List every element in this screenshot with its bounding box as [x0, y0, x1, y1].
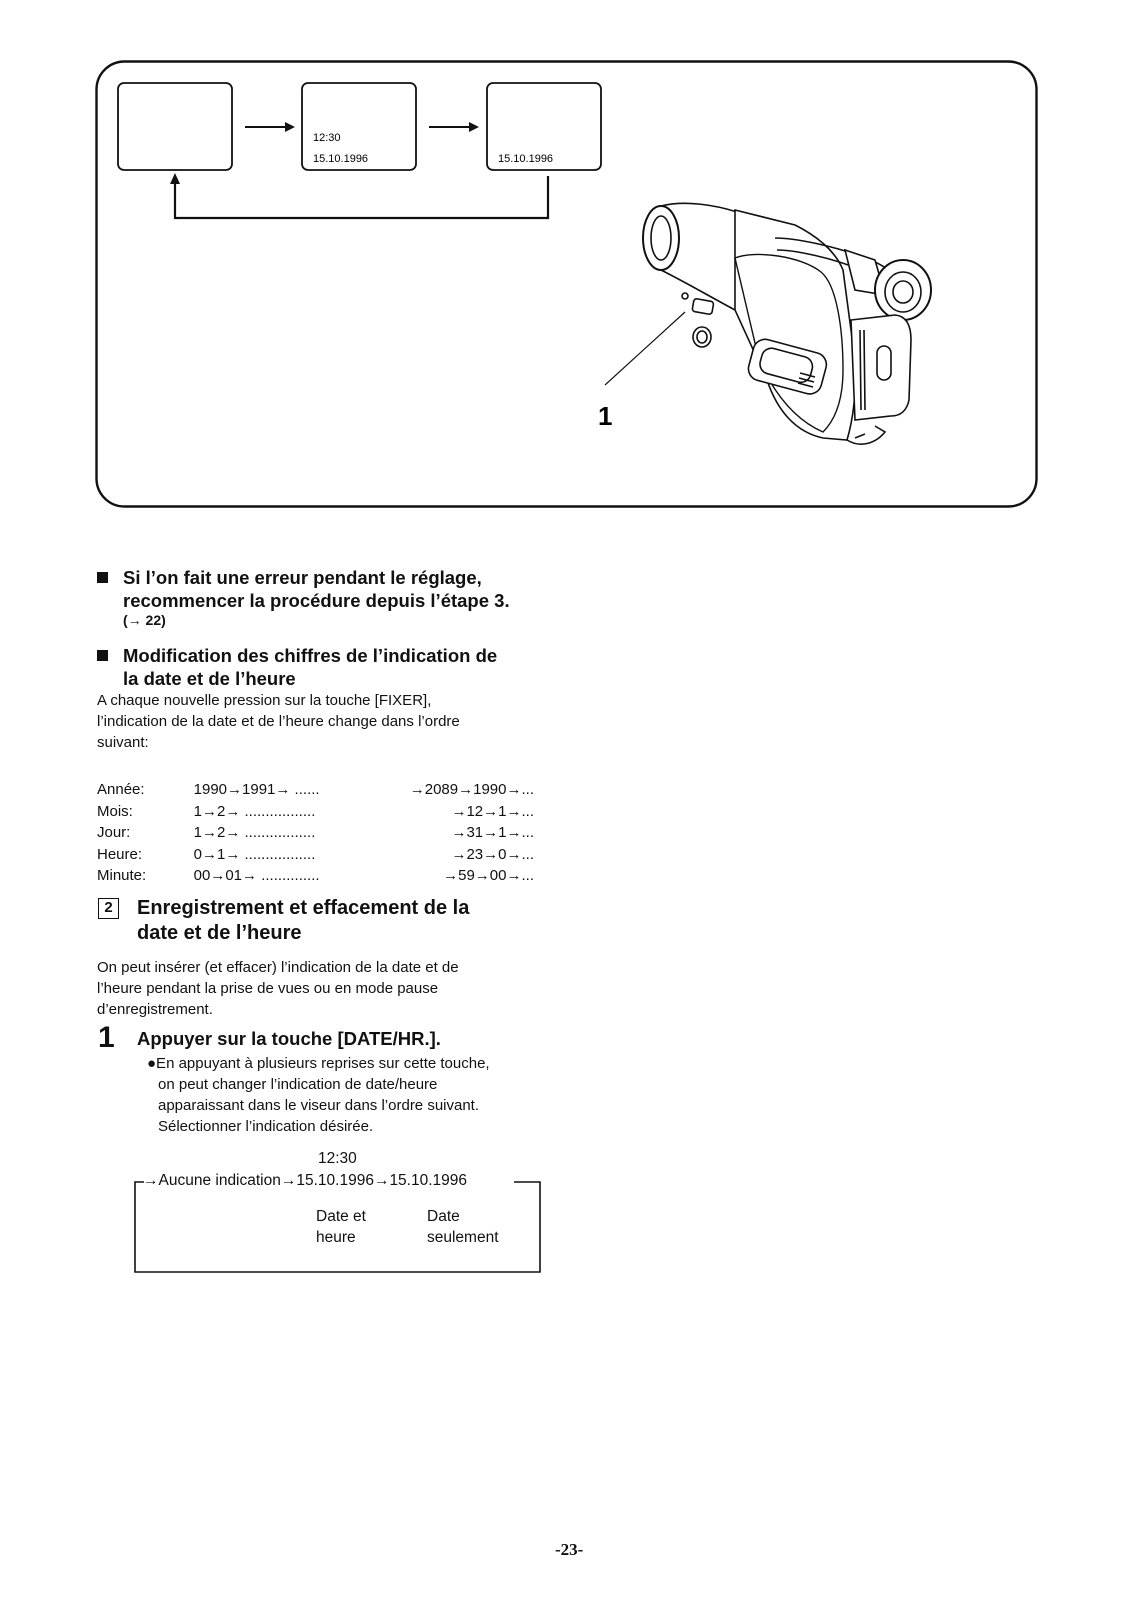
section-number-box: 2	[98, 898, 119, 919]
note-error	[97, 566, 537, 628]
callout-number: 1	[598, 401, 613, 431]
flow-label-date-only	[427, 1206, 499, 1248]
bullet-square-icon	[97, 650, 108, 661]
bullet-square-icon	[97, 572, 108, 583]
row-start: 1990→1991→ ......	[193, 781, 320, 798]
camcorder-icon	[643, 203, 931, 444]
section-title-line: Enregistrement et effacement de la	[137, 897, 470, 919]
note-heading-line: la date et de l’heure	[123, 668, 296, 689]
step-bullet-line: on peut changer l’indication de date/heure	[158, 1076, 438, 1093]
section-body	[97, 957, 537, 1020]
section-body-line: d’enregistrement.	[97, 1001, 213, 1018]
row-label: Année:	[97, 781, 145, 798]
step-number: 1	[98, 1021, 115, 1054]
row-end: →23→0→...	[451, 845, 534, 863]
row-end: →31→1→...	[451, 824, 534, 841]
row-end: →12→1→...	[451, 802, 534, 820]
callout-leader-line	[605, 312, 685, 385]
section-heading	[98, 896, 538, 946]
note-heading-line: Si l’on fait une erreur pendant le réglage,	[123, 567, 482, 588]
viewfinder-screen-date-only	[487, 83, 601, 170]
row-end: →2089→1990→...	[409, 781, 534, 798]
table-row	[97, 803, 534, 825]
page-reference: (→ 22)	[123, 612, 166, 628]
step-bullet-line: Sélectionner l’indication désirée.	[158, 1118, 374, 1135]
arrow-right-icon	[245, 122, 295, 132]
note-heading-line: recommencer la procédure depuis l’étape 3.	[123, 590, 510, 611]
step-bullet-line: apparaissant dans le viseur dans l’ordre suivant.	[158, 1097, 480, 1114]
flow-time-label: 12:30	[318, 1150, 357, 1167]
row-label: Mois:	[97, 802, 133, 820]
table-row	[97, 867, 534, 889]
table-row	[97, 824, 534, 846]
screen-date-text: 15.10.1996	[498, 153, 554, 165]
arrow-right-icon	[429, 122, 479, 132]
flow-label-line: Date et	[316, 1208, 366, 1225]
flow-label-line: Date	[427, 1208, 460, 1225]
flow-label-line: heure	[316, 1229, 356, 1246]
flow-label-line: seulement	[427, 1229, 499, 1246]
illustration-panel	[95, 60, 1038, 508]
section-body-line: l’heure pendant la prise de vues ou en mode pause	[97, 980, 439, 997]
row-start: 00→01→ ..............	[193, 867, 320, 884]
screen-time-text: 12:30	[313, 132, 341, 144]
screen-date-text: 15.10.1996	[313, 153, 369, 165]
table-row	[97, 846, 534, 868]
note-modification	[97, 644, 537, 753]
note-heading-line: Modification des chiffres de l’indication de	[123, 645, 498, 666]
step-bullet	[147, 1053, 547, 1137]
flow-label-date-time	[316, 1206, 366, 1248]
viewfinder-screen-blank	[118, 83, 232, 170]
step-title: Appuyer sur la touche [DATE/HR.].	[137, 1028, 441, 1049]
sequence-table	[97, 781, 534, 889]
page-number: -23-	[555, 1540, 584, 1559]
flow-sequence-line: →Aucune indication→15.10.1996→15.10.1996	[143, 1172, 468, 1189]
section-body-line: On peut insérer (et effacer) l’indication de la date et de	[97, 959, 459, 976]
viewfinder-screen-date-time	[302, 83, 416, 170]
row-label: Minute:	[97, 867, 147, 884]
note-body-line: A chaque nouvelle pression sur la touche [FIXER],	[97, 692, 432, 709]
row-label: Jour:	[97, 824, 131, 841]
row-label: Heure:	[97, 845, 143, 863]
section-title-line: date et de l’heure	[137, 922, 302, 944]
row-start: 1→2→ .................	[193, 802, 316, 820]
note-body-line: suivant:	[97, 734, 149, 751]
note-body-line: l’indication de la date et de l’heure change dans l’ordre	[97, 713, 460, 730]
row-end: →59→00→...	[443, 867, 534, 884]
row-start: 1→2→ .................	[193, 824, 316, 841]
table-row	[97, 781, 534, 803]
return-loop-arrow-icon	[170, 173, 548, 218]
row-start: 0→1→ .................	[193, 845, 316, 863]
step-bullet-line: ●En appuyant à plusieurs reprises sur cette touche,	[147, 1055, 490, 1072]
